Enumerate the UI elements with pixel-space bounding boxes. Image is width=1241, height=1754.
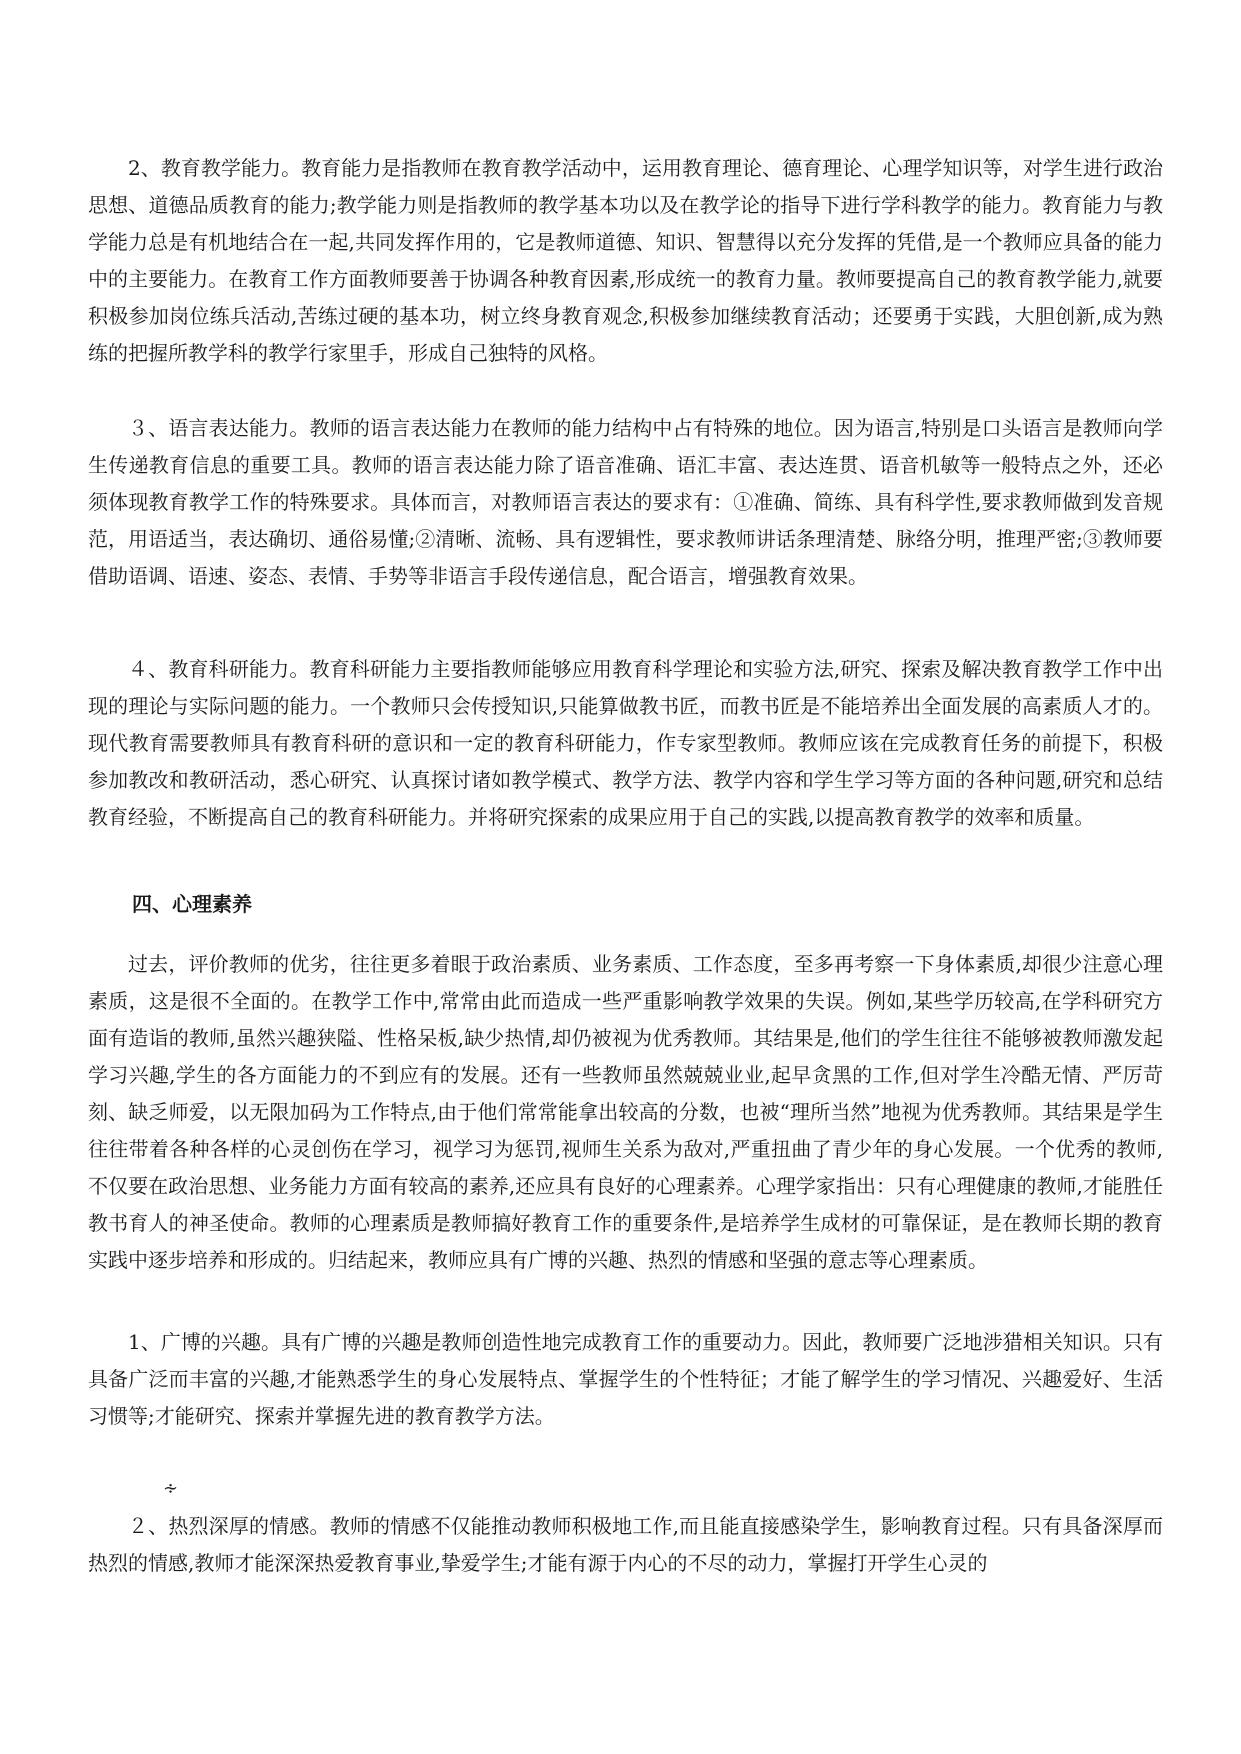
paragraph-broad-interest: 1、广博的兴趣。具有广博的兴趣是教师创造性地完成教育工作的重要动力。因此，教师要广泛地涉猎相关知识。只有具备广泛而丰富的兴趣,才能熟悉学生的身心发展特点、掌握学生的个性特征；才能了解学生的学习情况、兴趣爱好、生活习惯等;才能研究、探索并掌握先进的教育教学方法。 <box>88 1330 1163 1428</box>
paragraph-teaching-ability: 2、教育教学能力。教育能力是指教师在教育教学活动中，运用教育理论、德育理论、心理学知识等，对学生进行政治思想、道德品质教育的能力;教学能力则是指教师的教学基本功以及在教学论的指导下进行学科教学的能力。教育能力与教学能力总是有机地结合在一起,共同发挥作用的，它是教师道德、知识、智慧得以充分发挥的凭借,是一个教师应具备的能力中的主要能力。在教育工作方面教师要善于协调各种教育因素,形成统一的教育力量。教师要提高自己的教育教学能力,就要积极参加岗位练兵活动,苦练过硬的基本功，树立终身教育观念,积极参加继续教育活动；还要勇于实践，大胆创新,成为熟练的把握所教学科的教学行家里手，形成自己独特的风格。 <box>88 156 1163 365</box>
paragraph-warm-emotion: ２、热烈深厚的情感。教师的情感不仅能推动教师积极地工作,而且能直接感染学生，影响教育过程。只有具备深厚而热烈的情感,教师才能深深热爱教育事业,挚爱学生;才能有源于内心的不尽的动力，掌握打开学生心灵的 <box>88 1514 1163 1575</box>
stray-mark: ∻ <box>163 1478 179 1499</box>
section-heading-psychology: 四、心理素养 <box>132 892 252 916</box>
paragraph-research-ability: ４、教育科研能力。教育科研能力主要指教师能够应用教育科学理论和实验方法,研究、探索及解决教育教学工作中出现的理论与实际问题的能力。一个教师只会传授知识,只能算做教书匠，而教书匠是不能培养出全面发展的高素质人才的。现代教育需要教师具有教育科研的意识和一定的教育科研能力，作专家型教师。教师应该在完成教育任务的前提下，积极参加教改和教研活动，悉心研究、认真探讨诸如教学模式、教学方法、教学内容和学生学习等方面的各种问题,研究和总结教育经验，不断提高自己的教育科研能力。并将研究探索的成果应用于自己的实践,以提高教育教学的效率和质量。 <box>88 657 1163 829</box>
paragraph-psychology-intro: 过去，评价教师的优劣，往往更多着眼于政治素质、业务素质、工作态度，至多再考察一下身体素质,却很少注意心理素质，这是很不全面的。在教学工作中,常常由此而造成一些严重影响教学效果的失误。例如,某些学历较高,在学科研究方面有造诣的教师,虽然兴趣狭隘、性格呆板,缺少热情,却仍被视为优秀教师。其结果是,他们的学生往往不能够被教师激发起学习兴趣,学生的各方面能力的不到应有的发展。还有一些教师虽然兢兢业业,起早贪黑的工作,但对学生冷酷无情、严厉苛刻、缺乏师爱，以无限加码为工作特点,由于他们常常能拿出较高的分数，也被“理所当然”地视为优秀教师。其结果是学生往往带着各种各样的心灵创伤在学习，视学习为惩罚,视师生关系为敌对,严重扭曲了青少年的身心发展。一个优秀的教师,不仅要在政治思想、业务能力方面有较高的素养,还应具有良好的心理素养。心理学家指出：只有心理健康的教师,才能胜任教书育人的神圣使命。教师的心理素质是教师搞好教育工作的重要条件,是培养学生成材的可靠保证，是在教师长期的教育实践中逐步培养和形成的。归结起来，教师应具有广博的兴趣、热烈的情感和坚强的意志等心理素质。 <box>88 952 1163 1272</box>
paragraph-language-ability: ３、语言表达能力。教师的语言表达能力在教师的能力结构中占有特殊的地位。因为语言,特别是口头语言是教师向学生传递教育信息的重要工具。教师的语言表达能力除了语音准确、语汇丰富、表达连贯、语音机敏等一般特点之外，还必须体现教育教学工作的特殊要求。具体而言，对教师语言表达的要求有：①准确、简练、具有科学性,要求教师做到发音规范，用语适当，表达确切、通俗易懂;②清晰、流畅、具有逻辑性，要求教师讲话条理清楚、脉络分明，推理严密;③教师要借助语调、语速、姿态、表情、手势等非语言手段传递信息，配合语言，增强教育效果。 <box>88 416 1163 588</box>
